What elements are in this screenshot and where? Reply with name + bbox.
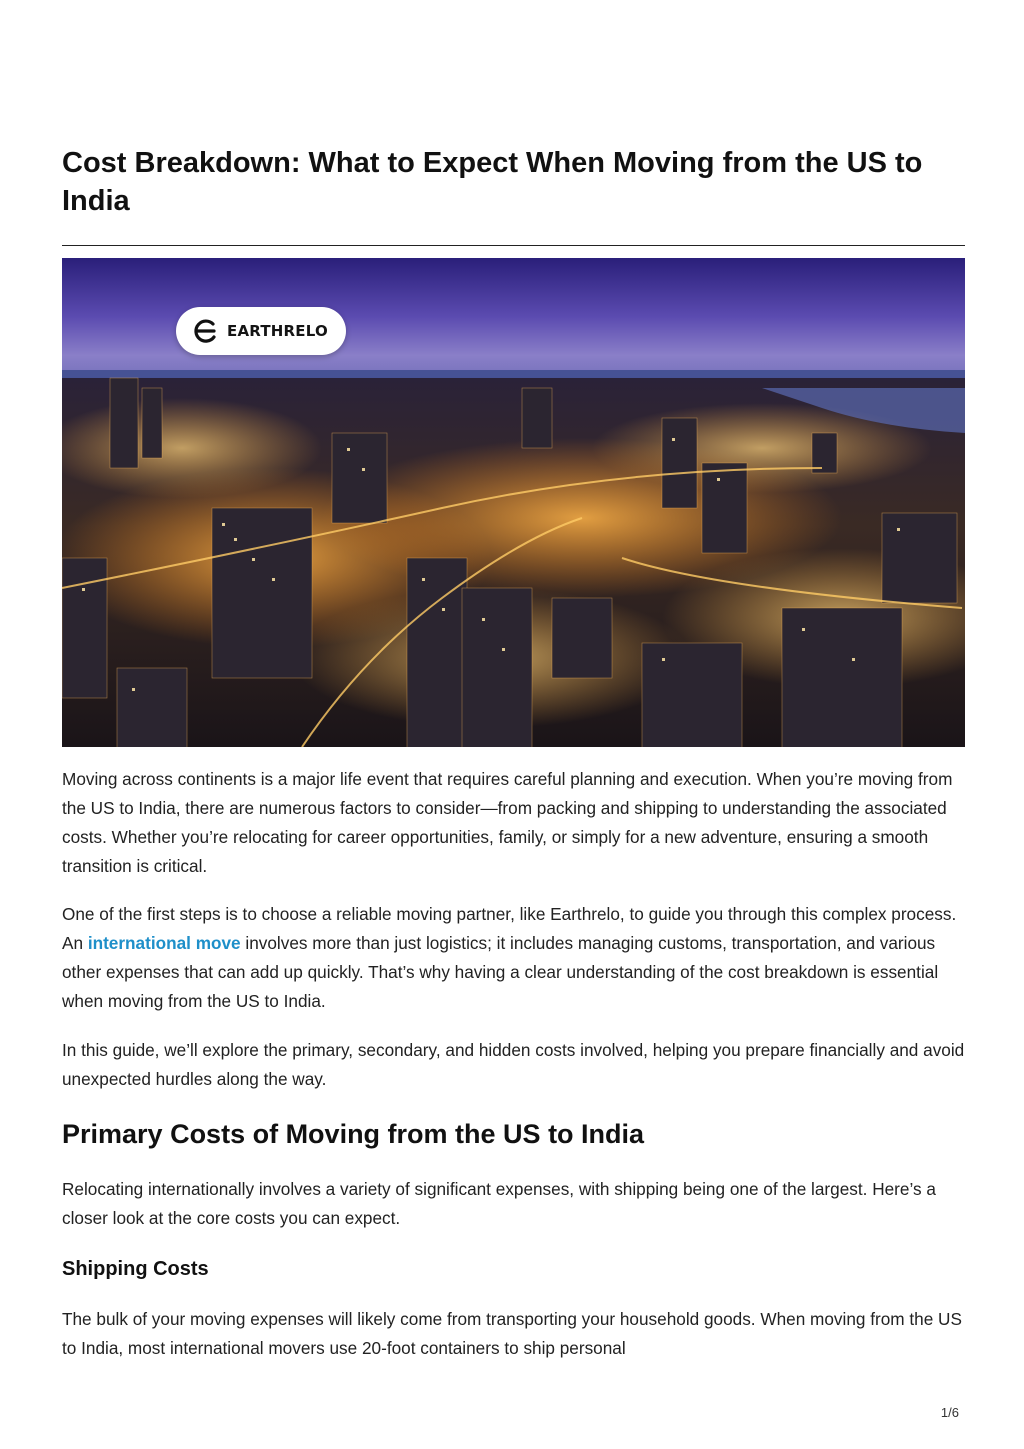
intro-paragraph: Moving across continents is a major life event that requires careful planning and execution. When you’re moving from the US to India, there are numerous factors to consider—from packing and shipping to understanding the associated costs. Whether you’re relocating for career opportunities, family, or simply for a new adventure, ensuring a smooth transition is critical. [62,769,953,876]
earthrelo-logo [176,307,346,355]
international-move-link[interactable]: international move [87,933,241,953]
shipping-costs-paragraph: The bulk of your moving expenses will likely come from transporting your household goods. When moving from the US to India, most international movers use 20-foot containers to ship personal [62,1309,962,1358]
title-divider [62,245,965,246]
section-heading: Primary Costs of Moving from the US to India [62,1119,645,1149]
hero-image [62,258,965,747]
subsection-heading: Shipping Costs [62,1258,209,1280]
section-intro-paragraph: Relocating internationally involves a variety of significant expenses, with shipping being one of the largest. Here’s a closer look at the core costs you can expect. [62,1179,936,1228]
paragraph-text: involves more than just logistics; it includes managing customs, transportation, and various other expenses that can add up quickly. That’s why having a clear understanding of the cost breakdown is essential when moving from the US to India. [62,933,939,1011]
article-title: Cost Breakdown: What to Expect When Moving from the US to India [62,147,923,217]
earthrelo-e-icon [193,318,219,344]
page-number: 1/6 [940,1405,959,1420]
logo-wordmark: EARTHRELO [227,322,328,340]
paragraph-text: One of the first steps is to choose a reliable moving partner, like Earthrelo, to guide you through this complex process. An [62,904,957,953]
guide-paragraph: In this guide, we’ll explore the primary, secondary, and hidden costs involved, helping you prepare financially and avoid unexpected hurdles along the way. [62,1040,965,1089]
moving-partner-paragraph [62,900,965,1016]
